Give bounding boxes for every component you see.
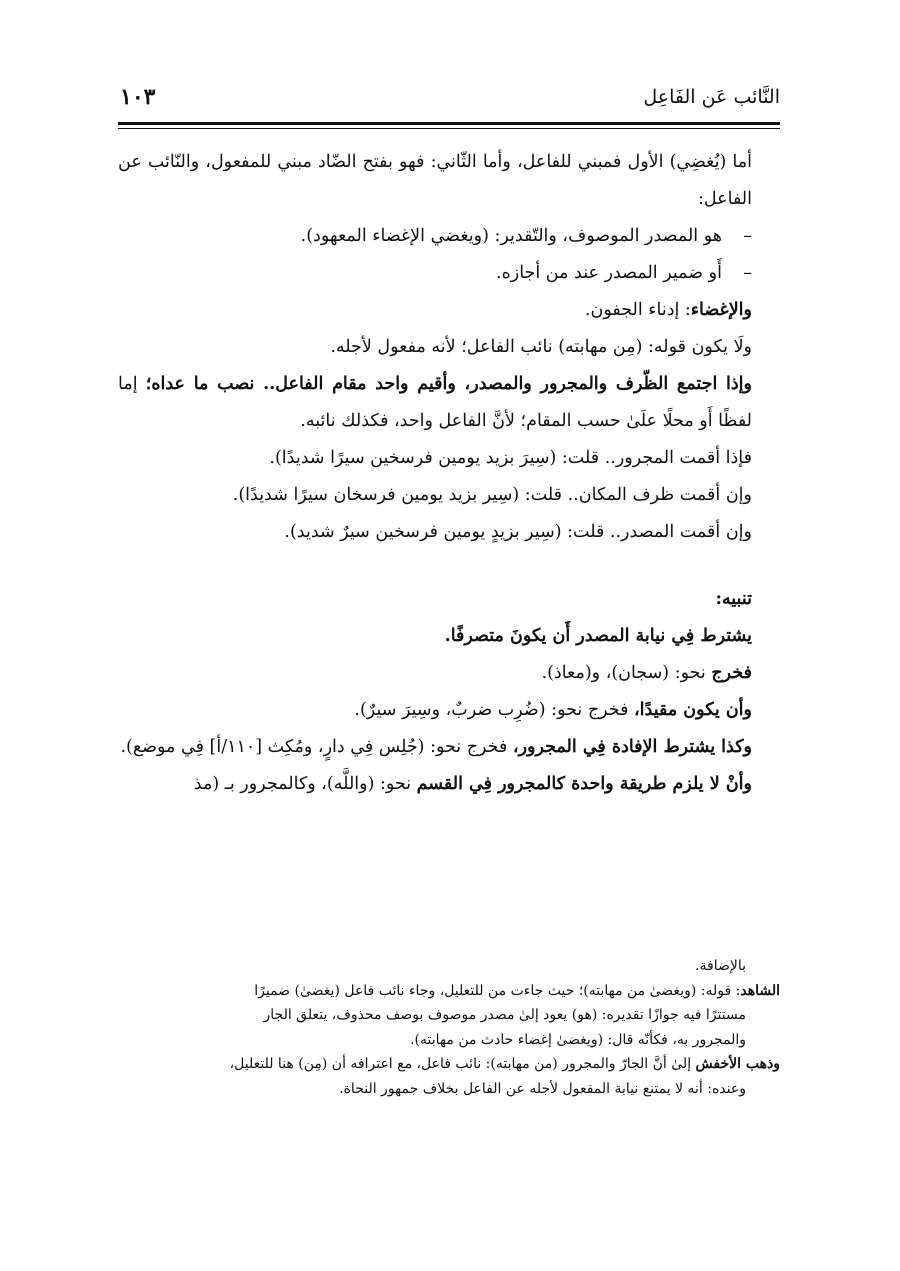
rule-statement: وإذا اجتمع الظّرف والمجرور والمصدر، وأقيم واحد مقام الفاعل.. نصب ما عداه؛ bbox=[145, 374, 752, 394]
header-rule-thick bbox=[118, 122, 780, 125]
footnote-term: الشاهد bbox=[740, 982, 780, 999]
paragraph bbox=[118, 729, 780, 766]
page bbox=[118, 78, 780, 1097]
term: وكذا يشترط الإفادة فِي المجرور، bbox=[512, 737, 752, 757]
header-rule-thin bbox=[118, 128, 780, 129]
example-line: وإن أقمت ظرف المكان.. قلت: (سِير بزيد يومين فرسخان سيرًا شديدًا). bbox=[232, 485, 752, 505]
spacer bbox=[118, 551, 780, 581]
term: فخرج bbox=[711, 663, 752, 683]
dash-item-text: أَو ضمير المصدر عند من أجازه. bbox=[496, 263, 722, 283]
page-header bbox=[118, 78, 780, 118]
footnotes bbox=[118, 954, 780, 1101]
dash-item bbox=[118, 255, 780, 292]
footnote-text: : قوله: (ويغضىٰ من مهابته)؛ حيث جاءت من للتعليل، وجاء نائب فاعل (يغضىٰ) ضميرًا bbox=[254, 982, 741, 999]
term: وأنْ لا يلزم طريقة واحدة كالمجرور فِي القسم bbox=[416, 774, 752, 794]
rule-explanation: إما لفظًا أَو محلًا علَىٰ حسب المقام؛ لأنَّ الفاعل واحد، فكذلك نائبه. bbox=[118, 374, 752, 431]
footnote-term: وذهب الأخفش bbox=[695, 1056, 780, 1072]
paragraph-text: فخرج نحو: (جُلِس فِي دارٍ، ومُكِث [١١٠/أ] فِي موضع). bbox=[120, 737, 513, 757]
footnote-text: إلىٰ أنَّ الجارّ والمجرور (من مهابته): نائب فاعل، مع اعترافه أن (مِن) هنا للتعليل، bbox=[229, 1056, 696, 1072]
term: والإغضاء bbox=[690, 300, 752, 320]
paragraph: ولَا يكون قوله: (مِن مهابته) نائب الفاعل؛ لأنه مفعول لأجله. bbox=[330, 337, 752, 357]
condition-line: يشترط فِي نيابة المصدر أَن يكونَ متصرفًا. bbox=[444, 626, 752, 646]
definition: : إدناء الجفون. bbox=[584, 300, 691, 320]
paragraph-text: نحو: (سجان)، و(معاذ). bbox=[541, 663, 712, 683]
footnote-line: والمجرور به، فكأنّه قال: (ويغضىٰ إغضاء حادث من مهابته). bbox=[410, 1031, 746, 1048]
paragraph bbox=[118, 766, 780, 803]
paragraph bbox=[118, 692, 780, 729]
paragraph: أما (يُغضِي) الأول فمبني للفاعل، وأما الثّاني: فهو بفتح الضّاد مبني للمفعول، والنّائب عن الفاعل: bbox=[118, 152, 752, 209]
paragraph-text: فخرج نحو: (ضُرِب ضربٌ، وسِيرَ سيرٌ). bbox=[354, 700, 635, 720]
footnote-line bbox=[118, 979, 780, 1004]
dash-mark: – bbox=[743, 263, 752, 283]
footnote-line: بالإضافة. bbox=[695, 958, 746, 974]
paragraph bbox=[118, 366, 780, 440]
dash-item bbox=[118, 218, 780, 255]
running-title: النَّائب عَن الفَاعِل bbox=[643, 86, 780, 108]
paragraph bbox=[118, 655, 780, 692]
dash-mark: – bbox=[743, 226, 752, 246]
section-heading: تنبيه: bbox=[715, 589, 752, 609]
main-text bbox=[118, 144, 780, 803]
footnote-line: وعنده: أنه لا يمتنع نيابة المفعول لأجله عن الفاعل بخلاف جمهور النحاة. bbox=[339, 1080, 746, 1097]
page-number: ١٠٣ bbox=[120, 84, 156, 110]
term: وأن يكون مقيدًا، bbox=[634, 700, 752, 720]
footnote-line: مستترًا فيه جوازًا تقديره: (هو) يعود إلىٰ مصدر موصوف بوصف محذوف، يتعلق الجار bbox=[263, 1007, 746, 1023]
paragraph bbox=[118, 292, 780, 329]
paragraph-text: نحو: (واللَّه)، وكالمجرور بـ (مذ bbox=[193, 774, 417, 794]
example-line: فإذا أقمت المجرور.. قلت: (سِيرَ بزيد يومين فرسخين سيرًا شديدًا). bbox=[269, 448, 752, 468]
footnote-line bbox=[118, 1052, 780, 1077]
dash-item-text: هو المصدر الموصوف، والتّقدير: (ويغضي الإغضاء المعهود). bbox=[300, 226, 722, 246]
example-line: وإن أقمت المصدر.. قلت: (سِير بزيدٍ يومين فرسخين سيرٌ شديد). bbox=[284, 522, 752, 542]
